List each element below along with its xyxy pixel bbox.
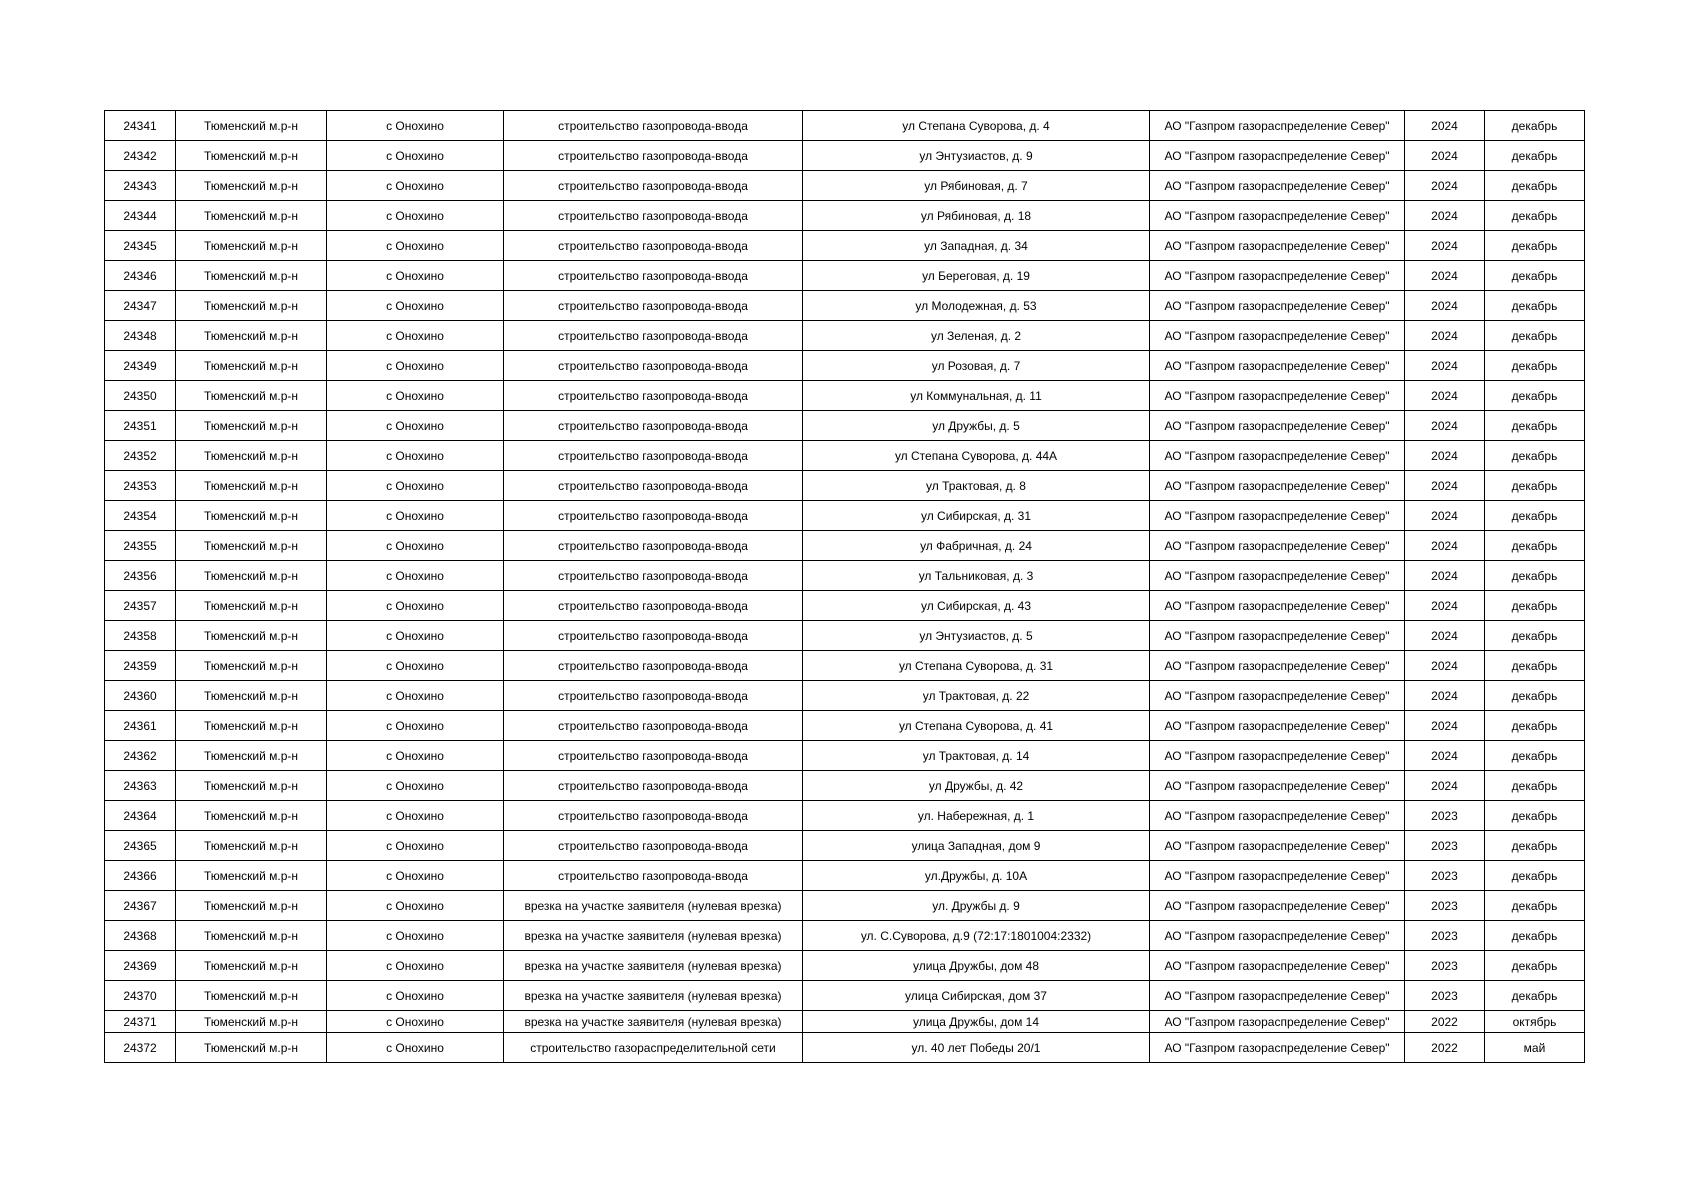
cell-id: 24341	[105, 111, 176, 141]
cell-address: ул Степана Суворова, д. 31	[803, 651, 1150, 681]
cell-settlement: с Онохино	[327, 981, 504, 1011]
cell-address: ул.Дружбы, д. 10А	[803, 861, 1150, 891]
table-row	[105, 651, 1585, 681]
cell-id: 24363	[105, 771, 176, 801]
cell-address: ул Береговая, д. 19	[803, 261, 1150, 291]
table-row	[105, 831, 1585, 861]
cell-settlement: с Онохино	[327, 351, 504, 381]
cell-id: 24369	[105, 951, 176, 981]
cell-settlement: с Онохино	[327, 261, 504, 291]
cell-id: 24350	[105, 381, 176, 411]
cell-address: ул Дружбы, д. 5	[803, 411, 1150, 441]
cell-district: Тюменский м.р-н	[176, 621, 327, 651]
cell-district: Тюменский м.р-н	[176, 951, 327, 981]
cell-organization: АО "Газпром газораспределение Север"	[1150, 351, 1405, 381]
cell-month: декабрь	[1485, 981, 1585, 1011]
cell-address: ул Сибирская, д. 43	[803, 591, 1150, 621]
cell-organization: АО "Газпром газораспределение Север"	[1150, 921, 1405, 951]
cell-month: декабрь	[1485, 381, 1585, 411]
cell-work-type: строительство газопровода-ввода	[504, 561, 803, 591]
table-row	[105, 531, 1585, 561]
cell-year: 2024	[1405, 591, 1485, 621]
table-row	[105, 1011, 1585, 1033]
cell-month: декабрь	[1485, 891, 1585, 921]
cell-work-type: строительство газопровода-ввода	[504, 291, 803, 321]
cell-organization: АО "Газпром газораспределение Север"	[1150, 561, 1405, 591]
cell-organization: АО "Газпром газораспределение Север"	[1150, 711, 1405, 741]
cell-work-type: строительство газопровода-ввода	[504, 201, 803, 231]
cell-organization: АО "Газпром газораспределение Север"	[1150, 291, 1405, 321]
cell-month: декабрь	[1485, 831, 1585, 861]
table-row	[105, 111, 1585, 141]
cell-organization: АО "Газпром газораспределение Север"	[1150, 501, 1405, 531]
cell-work-type: строительство газопровода-ввода	[504, 591, 803, 621]
cell-district: Тюменский м.р-н	[176, 291, 327, 321]
cell-year: 2023	[1405, 891, 1485, 921]
cell-district: Тюменский м.р-н	[176, 801, 327, 831]
cell-month: декабрь	[1485, 321, 1585, 351]
cell-month: декабрь	[1485, 951, 1585, 981]
cell-work-type: строительство газопровода-ввода	[504, 321, 803, 351]
cell-month: декабрь	[1485, 771, 1585, 801]
cell-year: 2024	[1405, 621, 1485, 651]
cell-month: декабрь	[1485, 561, 1585, 591]
cell-organization: АО "Газпром газораспределение Север"	[1150, 411, 1405, 441]
cell-address: улица Дружбы, дом 14	[803, 1011, 1150, 1033]
cell-year: 2022	[1405, 1011, 1485, 1033]
cell-district: Тюменский м.р-н	[176, 111, 327, 141]
cell-month: декабрь	[1485, 531, 1585, 561]
cell-year: 2024	[1405, 261, 1485, 291]
table-row	[105, 261, 1585, 291]
cell-id: 24366	[105, 861, 176, 891]
cell-month: декабрь	[1485, 201, 1585, 231]
cell-address: ул Степана Суворова, д. 41	[803, 711, 1150, 741]
cell-settlement: с Онохино	[327, 561, 504, 591]
cell-month: декабрь	[1485, 411, 1585, 441]
table-row	[105, 681, 1585, 711]
cell-organization: АО "Газпром газораспределение Север"	[1150, 201, 1405, 231]
cell-district: Тюменский м.р-н	[176, 891, 327, 921]
cell-year: 2023	[1405, 951, 1485, 981]
cell-organization: АО "Газпром газораспределение Север"	[1150, 651, 1405, 681]
cell-year: 2024	[1405, 321, 1485, 351]
cell-work-type: врезка на участке заявителя (нулевая врезка)	[504, 891, 803, 921]
cell-address: ул Сибирская, д. 31	[803, 501, 1150, 531]
cell-settlement: с Онохино	[327, 201, 504, 231]
cell-organization: АО "Газпром газораспределение Север"	[1150, 621, 1405, 651]
cell-district: Тюменский м.р-н	[176, 441, 327, 471]
cell-month: декабрь	[1485, 141, 1585, 171]
cell-month: декабрь	[1485, 231, 1585, 261]
cell-year: 2024	[1405, 501, 1485, 531]
cell-address: улица Сибирская, дом 37	[803, 981, 1150, 1011]
cell-settlement: с Онохино	[327, 231, 504, 261]
cell-year: 2024	[1405, 381, 1485, 411]
cell-settlement: с Онохино	[327, 471, 504, 501]
cell-id: 24356	[105, 561, 176, 591]
cell-year: 2024	[1405, 231, 1485, 261]
table-row	[105, 951, 1585, 981]
cell-organization: АО "Газпром газораспределение Север"	[1150, 531, 1405, 561]
cell-settlement: с Онохино	[327, 321, 504, 351]
cell-year: 2024	[1405, 291, 1485, 321]
cell-work-type: строительство газопровода-ввода	[504, 741, 803, 771]
cell-district: Тюменский м.р-н	[176, 921, 327, 951]
data-table	[104, 110, 1585, 1063]
cell-id: 24348	[105, 321, 176, 351]
cell-settlement: с Онохино	[327, 651, 504, 681]
cell-district: Тюменский м.р-н	[176, 681, 327, 711]
cell-id: 24368	[105, 921, 176, 951]
cell-month: декабрь	[1485, 441, 1585, 471]
cell-organization: АО "Газпром газораспределение Север"	[1150, 831, 1405, 861]
cell-settlement: с Онохино	[327, 591, 504, 621]
cell-id: 24343	[105, 171, 176, 201]
cell-address: ул. Дружбы д. 9	[803, 891, 1150, 921]
cell-month: октябрь	[1485, 1011, 1585, 1033]
cell-month: декабрь	[1485, 621, 1585, 651]
cell-year: 2024	[1405, 441, 1485, 471]
cell-settlement: с Онохино	[327, 951, 504, 981]
cell-settlement: с Онохино	[327, 831, 504, 861]
cell-year: 2022	[1405, 1033, 1485, 1063]
cell-address: ул Молодежная, д. 53	[803, 291, 1150, 321]
table-row	[105, 711, 1585, 741]
cell-id: 24351	[105, 411, 176, 441]
cell-month: декабрь	[1485, 351, 1585, 381]
cell-address: ул Фабричная, д. 24	[803, 531, 1150, 561]
table-row	[105, 321, 1585, 351]
cell-id: 24349	[105, 351, 176, 381]
cell-month: декабрь	[1485, 171, 1585, 201]
cell-work-type: строительство газопровода-ввода	[504, 501, 803, 531]
cell-work-type: строительство газопровода-ввода	[504, 531, 803, 561]
cell-settlement: с Онохино	[327, 621, 504, 651]
cell-year: 2024	[1405, 141, 1485, 171]
cell-year: 2024	[1405, 351, 1485, 381]
cell-district: Тюменский м.р-н	[176, 591, 327, 621]
cell-id: 24344	[105, 201, 176, 231]
cell-month: декабрь	[1485, 801, 1585, 831]
cell-work-type: строительство газопровода-ввода	[504, 381, 803, 411]
cell-organization: АО "Газпром газораспределение Север"	[1150, 681, 1405, 711]
cell-district: Тюменский м.р-н	[176, 1033, 327, 1063]
cell-work-type: врезка на участке заявителя (нулевая врезка)	[504, 951, 803, 981]
cell-work-type: строительство газопровода-ввода	[504, 141, 803, 171]
cell-organization: АО "Газпром газораспределение Север"	[1150, 771, 1405, 801]
cell-year: 2024	[1405, 771, 1485, 801]
cell-district: Тюменский м.р-н	[176, 711, 327, 741]
cell-settlement: с Онохино	[327, 381, 504, 411]
table-row	[105, 1033, 1585, 1063]
cell-district: Тюменский м.р-н	[176, 351, 327, 381]
cell-organization: АО "Газпром газораспределение Север"	[1150, 141, 1405, 171]
cell-id: 24358	[105, 621, 176, 651]
table-row	[105, 231, 1585, 261]
cell-district: Тюменский м.р-н	[176, 741, 327, 771]
cell-address: ул Розовая, д. 7	[803, 351, 1150, 381]
cell-month: декабрь	[1485, 861, 1585, 891]
cell-district: Тюменский м.р-н	[176, 771, 327, 801]
cell-organization: АО "Газпром газораспределение Север"	[1150, 1011, 1405, 1033]
cell-organization: АО "Газпром газораспределение Север"	[1150, 591, 1405, 621]
cell-address: ул Трактовая, д. 8	[803, 471, 1150, 501]
cell-year: 2024	[1405, 201, 1485, 231]
cell-settlement: с Онохино	[327, 891, 504, 921]
cell-address: ул. 40 лет Победы 20/1	[803, 1033, 1150, 1063]
table-row	[105, 351, 1585, 381]
cell-organization: АО "Газпром газораспределение Север"	[1150, 231, 1405, 261]
cell-work-type: строительство газораспределительной сети	[504, 1033, 803, 1063]
cell-month: декабрь	[1485, 651, 1585, 681]
table-row	[105, 381, 1585, 411]
cell-organization: АО "Газпром газораспределение Север"	[1150, 381, 1405, 411]
table-row	[105, 441, 1585, 471]
cell-address: ул Трактовая, д. 14	[803, 741, 1150, 771]
table-row	[105, 621, 1585, 651]
table-row	[105, 291, 1585, 321]
cell-settlement: с Онохино	[327, 501, 504, 531]
cell-work-type: строительство газопровода-ввода	[504, 111, 803, 141]
cell-id: 24362	[105, 741, 176, 771]
table-row	[105, 561, 1585, 591]
cell-organization: АО "Газпром газораспределение Север"	[1150, 471, 1405, 501]
cell-year: 2023	[1405, 831, 1485, 861]
cell-year: 2024	[1405, 681, 1485, 711]
cell-year: 2024	[1405, 111, 1485, 141]
table-row	[105, 921, 1585, 951]
cell-id: 24346	[105, 261, 176, 291]
table-row	[105, 471, 1585, 501]
cell-work-type: строительство газопровода-ввода	[504, 861, 803, 891]
cell-settlement: с Онохино	[327, 681, 504, 711]
cell-settlement: с Онохино	[327, 921, 504, 951]
cell-district: Тюменский м.р-н	[176, 861, 327, 891]
cell-work-type: строительство газопровода-ввода	[504, 261, 803, 291]
table-row	[105, 891, 1585, 921]
cell-id: 24353	[105, 471, 176, 501]
cell-work-type: строительство газопровода-ввода	[504, 231, 803, 261]
cell-district: Тюменский м.р-н	[176, 321, 327, 351]
cell-district: Тюменский м.р-н	[176, 981, 327, 1011]
cell-settlement: с Онохино	[327, 861, 504, 891]
cell-settlement: с Онохино	[327, 531, 504, 561]
cell-organization: АО "Газпром газораспределение Север"	[1150, 951, 1405, 981]
cell-work-type: строительство газопровода-ввода	[504, 681, 803, 711]
cell-month: декабрь	[1485, 291, 1585, 321]
cell-month: декабрь	[1485, 111, 1585, 141]
cell-settlement: с Онохино	[327, 1033, 504, 1063]
cell-year: 2023	[1405, 861, 1485, 891]
cell-id: 24372	[105, 1033, 176, 1063]
cell-month: декабрь	[1485, 591, 1585, 621]
cell-district: Тюменский м.р-н	[176, 381, 327, 411]
cell-year: 2024	[1405, 651, 1485, 681]
cell-month: декабрь	[1485, 471, 1585, 501]
table-row	[105, 981, 1585, 1011]
cell-address: ул Рябиновая, д. 18	[803, 201, 1150, 231]
table-row	[105, 201, 1585, 231]
cell-id: 24370	[105, 981, 176, 1011]
cell-address: ул Тальниковая, д. 3	[803, 561, 1150, 591]
cell-district: Тюменский м.р-н	[176, 651, 327, 681]
cell-organization: АО "Газпром газораспределение Север"	[1150, 1033, 1405, 1063]
cell-id: 24357	[105, 591, 176, 621]
table-row	[105, 741, 1585, 771]
cell-year: 2024	[1405, 741, 1485, 771]
cell-work-type: врезка на участке заявителя (нулевая врезка)	[504, 921, 803, 951]
cell-id: 24361	[105, 711, 176, 741]
cell-district: Тюменский м.р-н	[176, 231, 327, 261]
cell-settlement: с Онохино	[327, 171, 504, 201]
cell-id: 24367	[105, 891, 176, 921]
cell-work-type: строительство газопровода-ввода	[504, 621, 803, 651]
cell-id: 24352	[105, 441, 176, 471]
cell-month: декабрь	[1485, 681, 1585, 711]
cell-year: 2023	[1405, 801, 1485, 831]
cell-work-type: строительство газопровода-ввода	[504, 831, 803, 861]
cell-settlement: с Онохино	[327, 111, 504, 141]
cell-district: Тюменский м.р-н	[176, 171, 327, 201]
cell-month: декабрь	[1485, 921, 1585, 951]
cell-year: 2023	[1405, 921, 1485, 951]
cell-settlement: с Онохино	[327, 411, 504, 441]
cell-id: 24347	[105, 291, 176, 321]
cell-settlement: с Онохино	[327, 1011, 504, 1033]
cell-id: 24364	[105, 801, 176, 831]
cell-work-type: строительство газопровода-ввода	[504, 801, 803, 831]
cell-district: Тюменский м.р-н	[176, 201, 327, 231]
cell-organization: АО "Газпром газораспределение Север"	[1150, 801, 1405, 831]
cell-work-type: строительство газопровода-ввода	[504, 411, 803, 441]
cell-district: Тюменский м.р-н	[176, 561, 327, 591]
cell-address: ул. С.Суворова, д.9 (72:17:1801004:2332)	[803, 921, 1150, 951]
cell-year: 2024	[1405, 171, 1485, 201]
cell-id: 24371	[105, 1011, 176, 1033]
cell-settlement: с Онохино	[327, 801, 504, 831]
cell-district: Тюменский м.р-н	[176, 411, 327, 441]
cell-year: 2023	[1405, 981, 1485, 1011]
table-row	[105, 501, 1585, 531]
cell-work-type: строительство газопровода-ввода	[504, 651, 803, 681]
cell-id: 24345	[105, 231, 176, 261]
cell-month: декабрь	[1485, 711, 1585, 741]
table-row	[105, 771, 1585, 801]
cell-month: декабрь	[1485, 261, 1585, 291]
cell-work-type: строительство газопровода-ввода	[504, 441, 803, 471]
table-row	[105, 801, 1585, 831]
cell-settlement: с Онохино	[327, 711, 504, 741]
cell-id: 24365	[105, 831, 176, 861]
cell-month: декабрь	[1485, 501, 1585, 531]
cell-month: май	[1485, 1033, 1585, 1063]
cell-address: ул Степана Суворова, д. 4	[803, 111, 1150, 141]
cell-work-type: строительство газопровода-ввода	[504, 351, 803, 381]
cell-id: 24359	[105, 651, 176, 681]
cell-settlement: с Онохино	[327, 441, 504, 471]
cell-address: ул Энтузиастов, д. 5	[803, 621, 1150, 651]
cell-year: 2024	[1405, 561, 1485, 591]
cell-work-type: врезка на участке заявителя (нулевая врезка)	[504, 1011, 803, 1033]
cell-address: ул Западная, д. 34	[803, 231, 1150, 261]
cell-address: ул Рябиновая, д. 7	[803, 171, 1150, 201]
table-row	[105, 141, 1585, 171]
cell-organization: АО "Газпром газораспределение Север"	[1150, 111, 1405, 141]
cell-district: Тюменский м.р-н	[176, 471, 327, 501]
cell-year: 2024	[1405, 711, 1485, 741]
cell-month: декабрь	[1485, 741, 1585, 771]
cell-organization: АО "Газпром газораспределение Север"	[1150, 321, 1405, 351]
cell-organization: АО "Газпром газораспределение Север"	[1150, 171, 1405, 201]
cell-address: ул Степана Суворова, д. 44А	[803, 441, 1150, 471]
cell-work-type: строительство газопровода-ввода	[504, 471, 803, 501]
table-row	[105, 411, 1585, 441]
cell-work-type: строительство газопровода-ввода	[504, 771, 803, 801]
cell-district: Тюменский м.р-н	[176, 531, 327, 561]
table-body	[105, 111, 1585, 1063]
cell-address: улица Дружбы, дом 48	[803, 951, 1150, 981]
cell-district: Тюменский м.р-н	[176, 141, 327, 171]
cell-address: ул Зеленая, д. 2	[803, 321, 1150, 351]
cell-organization: АО "Газпром газораспределение Север"	[1150, 891, 1405, 921]
cell-address: ул Трактовая, д. 22	[803, 681, 1150, 711]
cell-address: ул Энтузиастов, д. 9	[803, 141, 1150, 171]
cell-id: 24342	[105, 141, 176, 171]
cell-district: Тюменский м.р-н	[176, 261, 327, 291]
cell-settlement: с Онохино	[327, 291, 504, 321]
cell-year: 2024	[1405, 471, 1485, 501]
cell-organization: АО "Газпром газораспределение Север"	[1150, 741, 1405, 771]
cell-organization: АО "Газпром газораспределение Север"	[1150, 861, 1405, 891]
cell-organization: АО "Газпром газораспределение Север"	[1150, 981, 1405, 1011]
table-row	[105, 861, 1585, 891]
cell-settlement: с Онохино	[327, 741, 504, 771]
cell-work-type: строительство газопровода-ввода	[504, 711, 803, 741]
cell-district: Тюменский м.р-н	[176, 501, 327, 531]
cell-work-type: строительство газопровода-ввода	[504, 171, 803, 201]
cell-address: ул. Набережная, д. 1	[803, 801, 1150, 831]
cell-settlement: с Онохино	[327, 771, 504, 801]
cell-id: 24354	[105, 501, 176, 531]
cell-address: ул Дружбы, д. 42	[803, 771, 1150, 801]
cell-year: 2024	[1405, 411, 1485, 441]
cell-organization: АО "Газпром газораспределение Север"	[1150, 261, 1405, 291]
table-row	[105, 171, 1585, 201]
cell-id: 24360	[105, 681, 176, 711]
cell-address: улица Западная, дом 9	[803, 831, 1150, 861]
cell-work-type: врезка на участке заявителя (нулевая врезка)	[504, 981, 803, 1011]
cell-organization: АО "Газпром газораспределение Север"	[1150, 441, 1405, 471]
cell-id: 24355	[105, 531, 176, 561]
cell-year: 2024	[1405, 531, 1485, 561]
cell-settlement: с Онохино	[327, 141, 504, 171]
table-row	[105, 591, 1585, 621]
cell-district: Тюменский м.р-н	[176, 831, 327, 861]
cell-address: ул Коммунальная, д. 11	[803, 381, 1150, 411]
cell-district: Тюменский м.р-н	[176, 1011, 327, 1033]
